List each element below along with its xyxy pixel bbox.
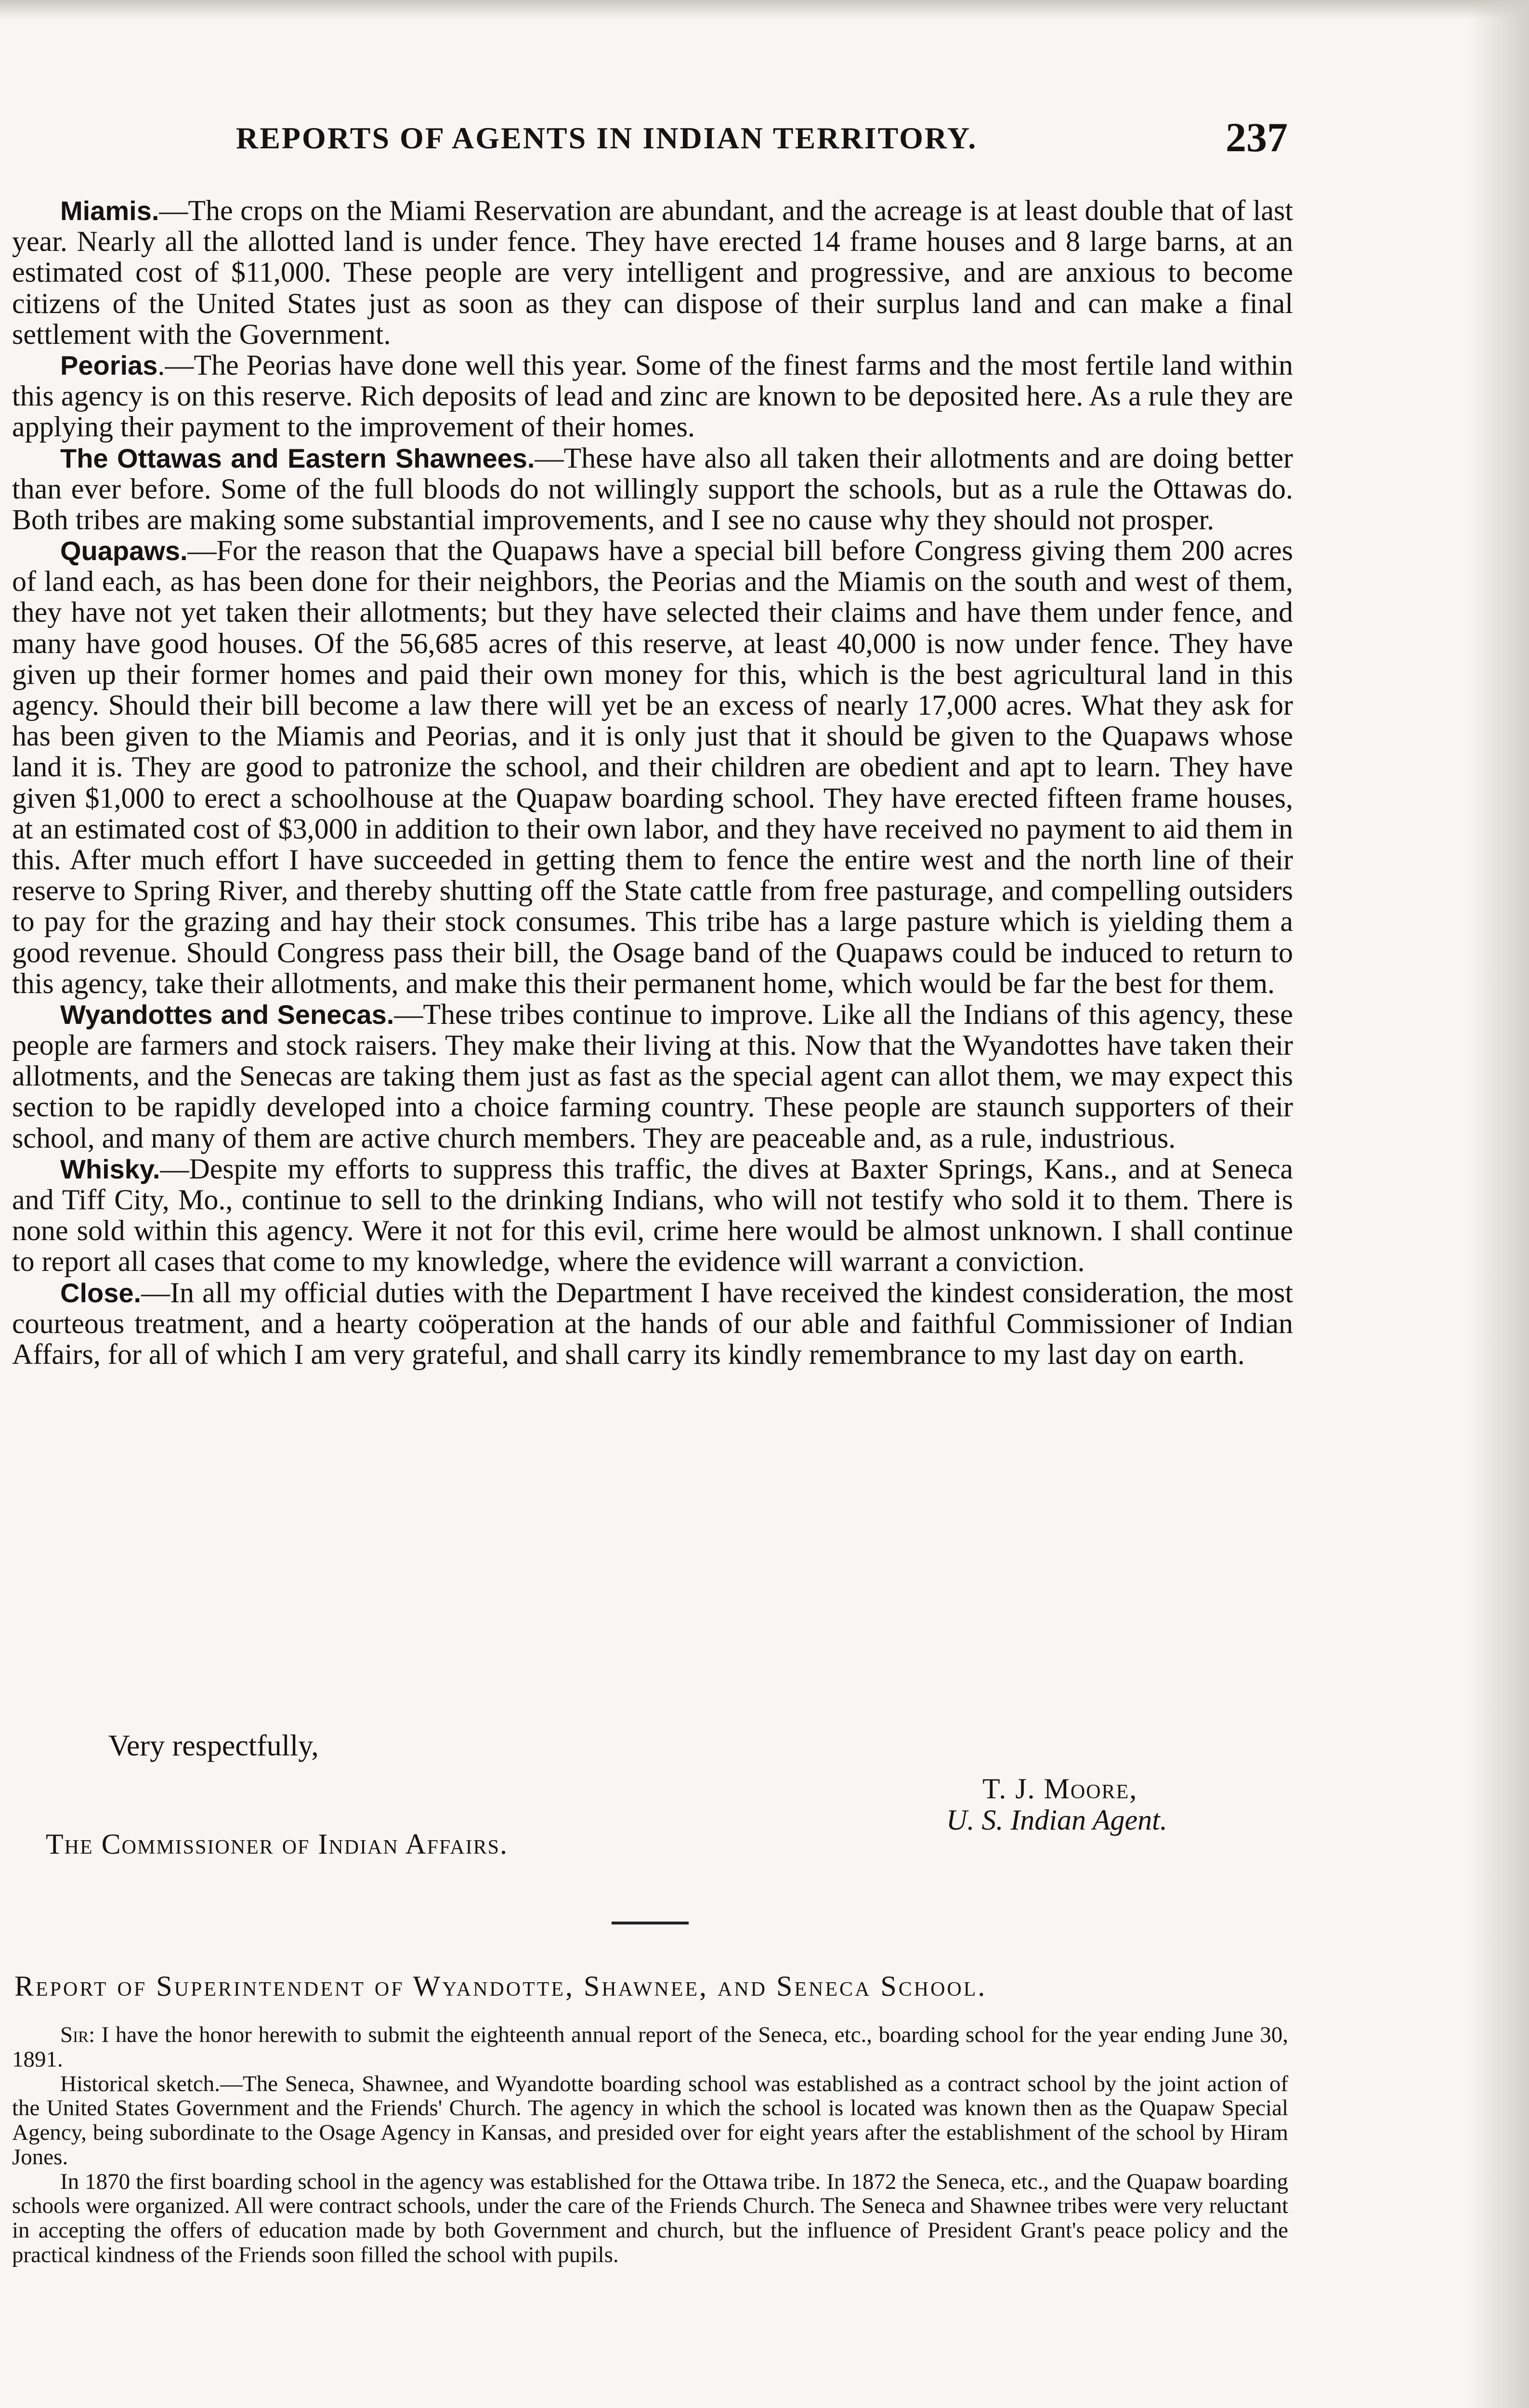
section-divider <box>612 1922 689 1924</box>
paragraph-salutation <box>12 2023 1288 2072</box>
closing-salutation: Very respectfully, <box>108 1729 319 1762</box>
runin-heading: Close. <box>60 1277 142 1308</box>
school-report-body <box>12 2023 1288 2267</box>
runin-heading: Quapaws. <box>60 536 188 566</box>
paragraph-quapaws <box>12 535 1293 999</box>
signature-name: T. J. Moore, <box>982 1773 1138 1805</box>
paragraph-whisky <box>12 1153 1293 1277</box>
salutation-lead: Sir: <box>60 2022 95 2047</box>
paragraph-text: In 1870 the first boarding school in the agency was established for the Ottawa tribe. In 1872 the Seneca, etc., and the Quapaw boarding schools were organized. All were contract schools, under the care of the Friends Church. The Seneca and Shawnee tribes were very reluctant in accepting the offers of education made by both Government and church, but the influence of President Grant's peace policy and the practical kindness of the Friends soon filled the school with pupils. <box>12 2169 1288 2267</box>
runin-heading: Wyandottes and Senecas. <box>60 999 394 1030</box>
scan-edge-right <box>1466 0 1529 2408</box>
paragraph-miamis <box>12 195 1293 350</box>
paragraph-text: —The Seneca, Shawnee, and Wyandotte boarding school was established as a contract school by the joint action of the United States Government and the Friends' Church. The agency in which the school is located was known then as the Quapaw Special Agency, being subordinate to the Osage Agency in Kansas, and presided over for eight years after the establishment of the school by Hiram Jones. <box>12 2071 1288 2170</box>
running-head: REPORTS OF AGENTS IN INDIAN TERRITORY. <box>236 121 978 155</box>
runin-heading: Peorias <box>60 350 158 380</box>
addressee: The Commissioner of Indian Affairs. <box>46 1828 508 1860</box>
school-report-title: Report of Superintendent of Wyandotte, Shawnee, and Seneca School. <box>14 1970 987 2002</box>
paragraph-wyandottes <box>12 999 1293 1153</box>
paragraph-text: I have the honor herewith to submit the eighteenth annual report of the Seneca, etc., boarding school for the year ending June 30, 1891. <box>12 2022 1288 2072</box>
runin-heading: Miamis. <box>60 196 159 226</box>
paragraph-text: —These have also all taken their allotments and are doing better than ever before. Some of the full bloods do not willingly support the schools, but as a rule the Ottawas do. Both tribes are making some substantial improvements, and I see no cause why they should not prosper. <box>12 442 1293 536</box>
paragraph-close <box>12 1277 1293 1370</box>
paragraph-text: —In all my official duties with the Department I have received the kindest consideration, the most courteous treatment, and a hearty coöperation at the hands of our able and faithful Commissioner of Indian Affairs, for all of which I am very grateful, and shall carry its kindly remembrance to my last day on earth. <box>12 1276 1293 1370</box>
runin-heading: The Ottawas and Eastern Shawnees. <box>60 443 535 473</box>
paragraph-1870 <box>12 2170 1288 2267</box>
signature-title: U. S. Indian Agent. <box>946 1804 1167 1836</box>
runin-heading: Historical sketch. <box>60 2071 220 2096</box>
paragraph-peorias <box>12 350 1293 443</box>
agent-report-body <box>12 195 1293 1370</box>
paragraph-text: —These tribes continue to improve. Like all the Indians of this agency, these people are farmers and stock raisers. They make their living at this. Now that the Wyandottes have taken their allotments, and the Senecas are taking them just as fast as the special agent can allot them, we may expect this section to be rapidly developed into a choice farming country. These people are staunch supporters of their school, and many of them are active church members. They are peaceable and, as a rule, industrious. <box>12 998 1294 1154</box>
paragraph-text: —Despite my efforts to suppress this traffic, the dives at Baxter Springs, Kans., and at Seneca and Tiff City, Mo., continue to sell to the drinking Indians, who will not testify who sold it to them. There is none sold within this agency. Were it not for this evil, crime here would be almost unknown. I shall continue to report all cases that come to my knowledge, where the evidence will warrant a conviction. <box>12 1152 1293 1278</box>
runin-heading: Whisky. <box>60 1153 160 1184</box>
scan-edge-top <box>0 0 1529 19</box>
paragraph-ottawas <box>12 443 1293 536</box>
paragraph-text: —For the reason that the Quapaws have a special bill before Congress giving them 200 acres of land each, as has been done for their neighbors, the Peorias and the Miamis on the south and west of them, they have not yet taken their allotments; but they have selected their claims and have them under fence, and many have good houses. Of the 56,685 acres of this reserve, at least 40,000 is now under fence. They have given up their former homes and paid their own money for this, which is the best agricultural land in this agency. Should their bill become a law there will yet be an excess of nearly 17,000 acres. What they ask for has been given to the Miamis and Peorias, and it is only just that it should be given to the Quapaws whose land it is. They are good to patronize the school, and their children are obedient and apt to learn. They have given $1,000 to erect a schoolhouse at the Quapaw boarding school. They have erected fifteen frame houses, at an estimated cost of $3,000 in addition to their own labor, and they have received no payment to aid them in this. After much effort I have succeeded in getting them to fence the entire west and the north line of their reserve to Spring River, and thereby shutting off the State cattle from free pasturage, and compelling outsiders to pay for the grazing and hay their stock consumes. This tribe has a large pasture which is yielding them a good revenue. Should Congress pass their bill, the Osage band of the Quapaws could be induced to return to this agency, take their allotments, and make this their permanent home, which would be far the best for them. <box>12 535 1293 999</box>
paragraph-text: —The crops on the Miami Reservation are abundant, and the acreage is at least double that of last year. Nearly all the allotted land is under fence. They have erected 14 frame houses and 8 large barns, at an estimated cost of $11,000. These people are very intelligent and progressive, and are anxious to become citizens of the United States just as soon as they can dispose of their surplus land and can make a final settlement with the Government. <box>12 195 1293 350</box>
paragraph-historical-sketch <box>12 2072 1288 2170</box>
paragraph-text: .—The Peorias have done well this year. Some of the finest farms and the most fertile land within this agency is on this reserve. Rich deposits of lead and zinc are known to be deposited here. As a rule they are applying their payment to the improvement of their homes. <box>12 349 1293 443</box>
page-number: 237 <box>1226 114 1288 160</box>
